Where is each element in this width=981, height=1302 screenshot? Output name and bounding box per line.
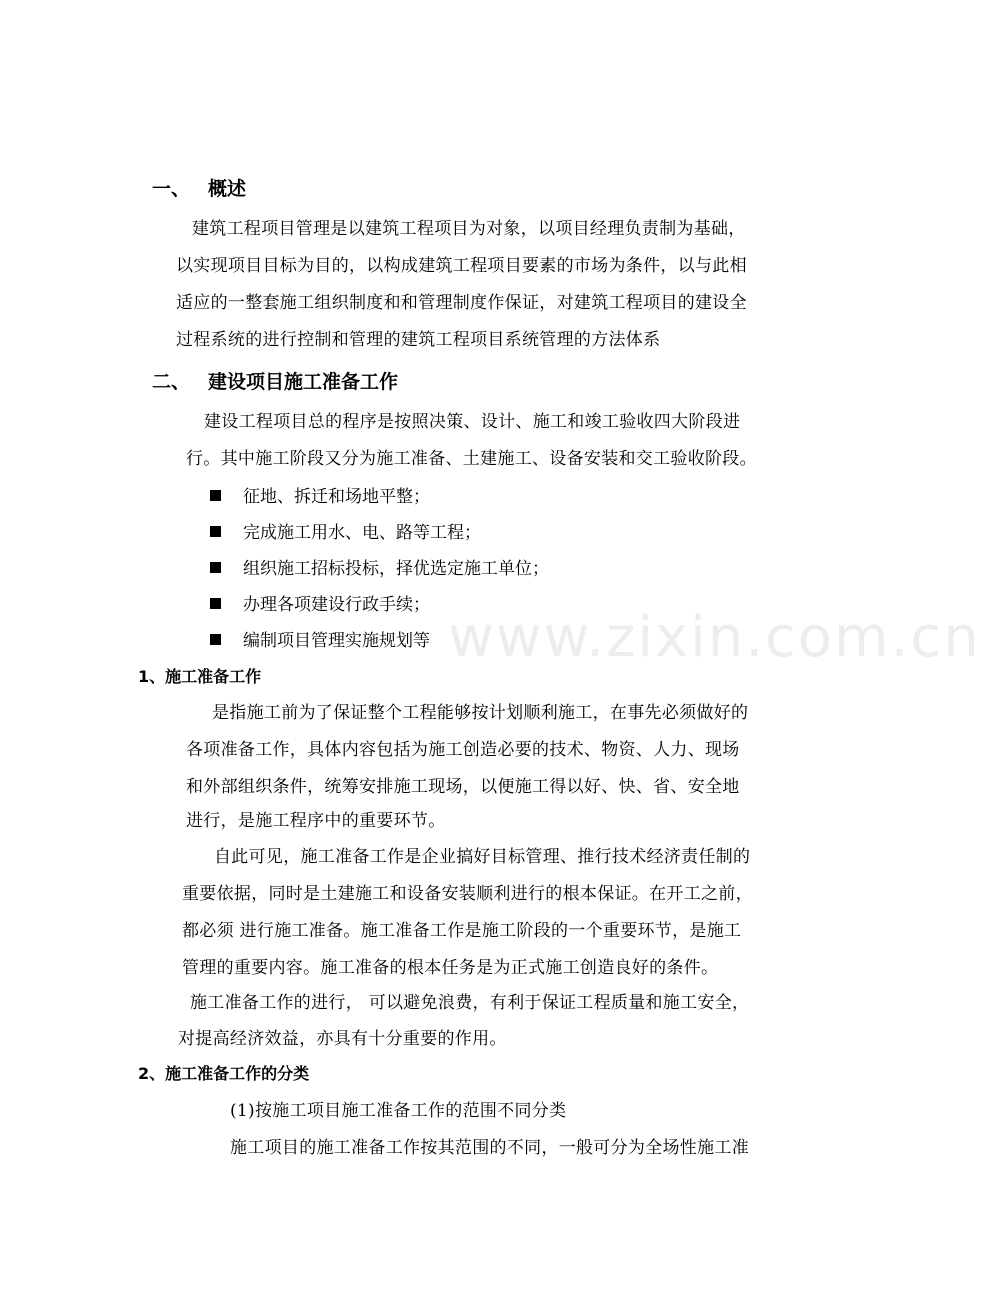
- subsection-1-title: 1、施工准备工作: [138, 667, 262, 686]
- paragraph-line: 都必须 进行施工准备。施工准备工作是施工阶段的一个重要环节，是施工: [182, 921, 742, 941]
- bullet-item: 办理各项建设行政手续；: [210, 590, 430, 615]
- bullet-item: 组织施工招标投标，择优选定施工单位；: [210, 554, 549, 579]
- square-bullet-icon: [210, 562, 221, 573]
- paragraph-line: 是指施工前为了保证整个工程能够按计划顺利施工，在事先必须做好的: [212, 703, 749, 723]
- section-1-heading: [152, 174, 246, 201]
- paragraph-line: 施工准备工作的进行， 可以避免浪费，有利于保证工程质量和施工安全，: [190, 993, 750, 1013]
- paragraph-line: 施工项目的施工准备工作按其范围的不同，一般可分为全场性施工准: [230, 1138, 749, 1158]
- section-1-line: 以实现项目目标为目的，以构成建筑工程项目要素的市场为条件，以与此相: [176, 256, 747, 276]
- section-2-line: 建设工程项目总的程序是按照决策、设计、施工和竣工验收四大阶段进: [204, 412, 741, 432]
- square-bullet-icon: [210, 490, 221, 501]
- section-1-line: 过程系统的进行控制和管理的建筑工程项目系统管理的方法体系: [176, 330, 661, 350]
- paragraph-line: 各项准备工作，具体内容包括为施工创造必要的技术、物资、人力、现场: [186, 740, 740, 760]
- paragraph-line: 对提高经济效益，亦具有十分重要的作用。: [178, 1029, 507, 1049]
- section-2-title: 建设项目施工准备工作: [208, 371, 399, 393]
- paragraph-line: 管理的重要内容。施工准备的根本任务是为正式施工创造良好的条件。: [182, 958, 719, 978]
- section-1-line: 建筑工程项目管理是以建筑工程项目为对象，以项目经理负责制为基础，: [192, 219, 746, 239]
- section-1-number: 一、: [152, 178, 191, 200]
- paragraph-line: 重要依据，同时是土建施工和设备安装顺利进行的根本保证。在开工之前，: [182, 884, 753, 904]
- section-1-title: 概述: [208, 178, 247, 200]
- section-2-line: 行。其中施工阶段又分为施工准备、土建施工、设备安装和交工验收阶段。: [186, 449, 757, 469]
- bullet-item: 征地、拆迁和场地平整；: [210, 482, 430, 507]
- list-item-heading: (1)按施工项目施工准备工作的范围不同分类: [230, 1101, 567, 1121]
- watermark: www.zixin.com.cn: [448, 605, 981, 670]
- section-1-line: 适应的一整套施工组织制度和和管理制度作保证，对建筑工程项目的建设全: [176, 293, 747, 313]
- bullet-item: 完成施工用水、电、路等工程；: [210, 518, 481, 543]
- square-bullet-icon: [210, 598, 221, 609]
- section-2-heading: [152, 367, 398, 394]
- paragraph-line: 和外部组织条件，统筹安排施工现场，以便施工得以好、快、省、安全地: [186, 777, 740, 797]
- square-bullet-icon: [210, 526, 221, 537]
- paragraph-line: 自此可见，施工准备工作是企业搞好目标管理、推行技术经济责任制的: [214, 847, 751, 867]
- section-2-number: 二、: [152, 371, 191, 393]
- paragraph-line: 进行，是施工程序中的重要环节。: [186, 811, 446, 831]
- bullet-item: 编制项目管理实施规划等: [210, 626, 430, 651]
- subsection-2-title: 2、施工准备工作的分类: [138, 1064, 310, 1083]
- square-bullet-icon: [210, 634, 221, 645]
